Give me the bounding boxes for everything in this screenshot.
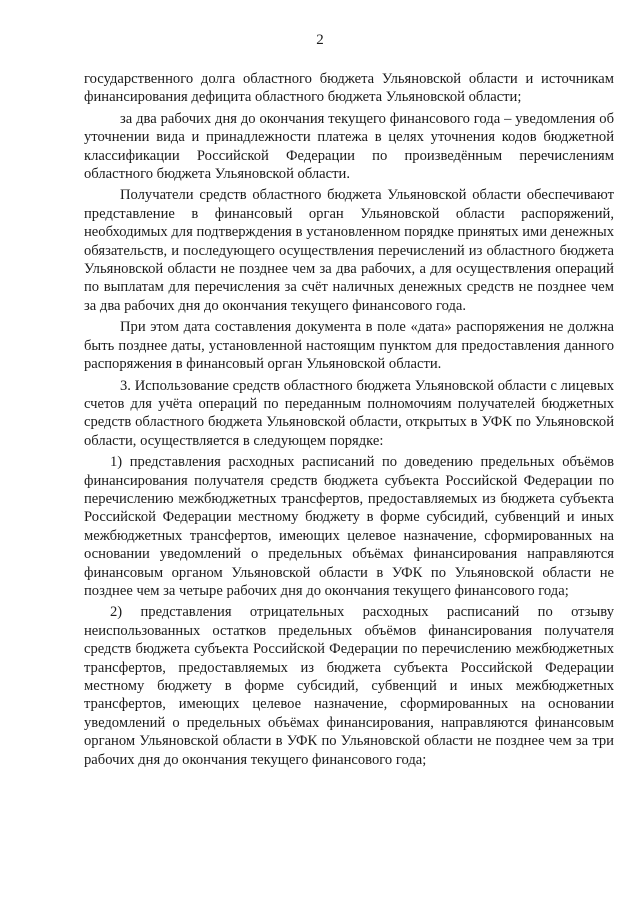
paragraph-item-2: 2) представления отрицательных расходных расписаний по отзыву неиспользованных остатков предельных объёмов финансирования получателя средств бюджета субъекта Российской Федерации по перечислению межбюджетных трансфертов, предоставляемых из бюджета субъекта Российской Федерации местному бюджету в форме субсидий, субвенций и иных межбюджетных трансфертов, имеющих целевое назначение, сформированных на основании уведомлений о предельных объёмах финансирования, направляются финансовым органом Ульяновской области в УФК по Ульяновской области не позднее чем за три рабочих дня до окончания текущего финансового года; (84, 604, 614, 768)
paragraph-section-3: 3. Использование средств областного бюджета Ульяновской области с лицевых счетов для учёта операций по переданным полномочиям получателей бюджетных средств областного бюджета Ульяновской области, открытых в УФК по Ульяновской области, осуществляется в следующем порядке: (84, 377, 614, 449)
paragraph-recipients: Получатели средств областного бюджета Ульяновской области обеспечивают представление в финансовый орган Ульяновской области распоряжений, необходимых для подтверждения в установленном порядке принятых ими денежных обязательств, и последующего осуществления перечислений из областного бюджета Ульяновской области не позднее чем за два рабочих, а для осуществления операций по выплатам для перечисления за счёт наличных денежных средств не позднее чем за два рабочих дня до окончания текущего финансового года. (84, 187, 614, 314)
paragraph-item-1: 1) представления расходных расписаний по доведению предельных объёмов финансирования получателя средств бюджета субъекта Российской Федерации по перечислению межбюджетных трансфертов, предоставляемых из бюджета субъекта Российской Федерации местному бюджету в форме субсидий, субвенций и иных межбюджетных трансфертов, имеющих целевое назначение, сформированных на основании уведомлений о предельных объёмах финансирования направляются финансовым органом Ульяновской области в УФК по Ульяновской области не позднее чем за четыре рабочих дня до окончания текущего финансового года; (84, 454, 614, 599)
paragraph-continuation: государственного долга областного бюджета Ульяновской области и источникам финансирования дефицита областного бюджета Ульяновской области; (84, 71, 614, 106)
page-number: 2 (316, 32, 324, 48)
paragraph-document-date: При этом дата составления документа в поле «дата» распоряжения не должна быть позднее даты, установленной настоящим пунктом для предоставления данного распоряжения в финансовый орган Ульяновской области. (84, 319, 614, 373)
paragraph-deadline-notice: за два рабочих дня до окончания текущего финансового года – уведомления об уточнении вида и принадлежности платежа в целях уточнения кодов бюджетной классификации Российской Федерации по произведённым перечислениям областного бюджета Ульяновской области. (84, 110, 614, 183)
document-body (84, 70, 614, 772)
